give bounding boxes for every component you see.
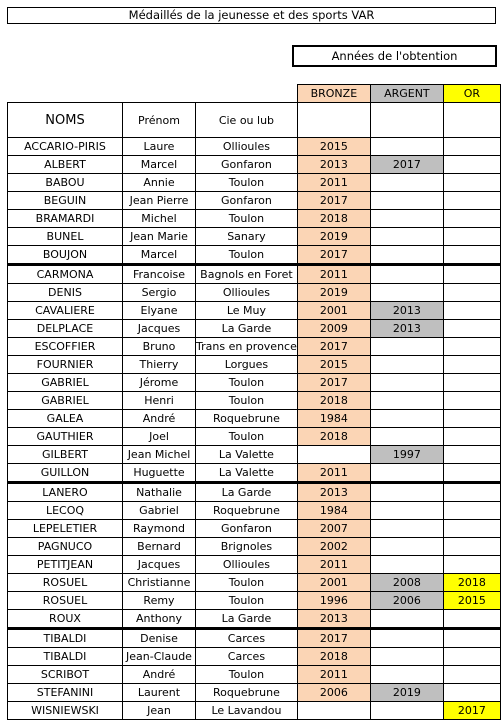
table-row <box>8 428 501 446</box>
cell-or <box>443 666 500 684</box>
cell-or <box>443 210 500 228</box>
header-noms: NOMS <box>8 103 123 138</box>
cell-or <box>443 228 500 246</box>
cell-or <box>443 520 500 538</box>
cell-nom: BRAMARDI <box>8 210 123 228</box>
cell-bronze: 2002 <box>297 538 370 556</box>
cell-or <box>443 246 500 265</box>
cell-bronze: 2017 <box>297 192 370 210</box>
cell-club: Sanary <box>196 228 298 246</box>
cell-prenom: Laure <box>123 138 196 156</box>
table-row <box>8 464 501 483</box>
cell-nom: LEPELETIER <box>8 520 123 538</box>
cell-club: Gonfaron <box>196 520 298 538</box>
cell-club: Roquebrune <box>196 684 298 702</box>
cell-nom: GILBERT <box>8 446 123 464</box>
header-prenom: Prénom <box>123 103 196 138</box>
table-row <box>8 666 501 684</box>
table-row <box>8 320 501 338</box>
cell-argent <box>370 629 443 648</box>
cell-prenom: Joel <box>123 428 196 446</box>
cell-argent <box>370 520 443 538</box>
cell-bronze: 2009 <box>297 320 370 338</box>
cell-prenom: Francoise <box>123 265 196 284</box>
cell-prenom: Huguette <box>123 464 196 483</box>
cell-nom: ESCOFFIER <box>8 338 123 356</box>
table-row <box>8 284 501 302</box>
cell-argent <box>370 338 443 356</box>
table-row <box>8 228 501 246</box>
cell-club: La Valette <box>196 446 298 464</box>
cell-nom: BEGUIN <box>8 192 123 210</box>
column-header-row <box>8 103 501 138</box>
cell-argent <box>370 648 443 666</box>
cell-prenom: Remy <box>123 592 196 610</box>
cell-bronze: 2001 <box>297 574 370 592</box>
cell-nom: CAVALIERE <box>8 302 123 320</box>
cell-or <box>443 302 500 320</box>
cell-club: Toulon <box>196 374 298 392</box>
cell-argent <box>370 428 443 446</box>
cell-club: Ollioules <box>196 556 298 574</box>
cell-or: 2018 <box>443 574 500 592</box>
cell-argent <box>370 246 443 265</box>
cell-argent <box>370 483 443 502</box>
medal-header-row <box>8 85 501 103</box>
table-row <box>8 520 501 538</box>
cell-bronze: 2017 <box>297 374 370 392</box>
cell-nom: GALEA <box>8 410 123 428</box>
table-row <box>8 446 501 464</box>
cell-prenom: Elyane <box>123 302 196 320</box>
cell-prenom: Laurent <box>123 684 196 702</box>
cell-or <box>443 410 500 428</box>
table-row <box>8 138 501 156</box>
cell-bronze: 2015 <box>297 138 370 156</box>
cell-club: Ollioules <box>196 138 298 156</box>
cell-bronze: 2013 <box>297 483 370 502</box>
cell-bronze: 2001 <box>297 302 370 320</box>
cell-nom: TIBALDI <box>8 648 123 666</box>
cell-prenom: André <box>123 666 196 684</box>
cell-club: Roquebrune <box>196 502 298 520</box>
cell-bronze: 2011 <box>297 464 370 483</box>
cell-nom: ACCARIO-PIRIS <box>8 138 123 156</box>
table-row <box>8 156 501 174</box>
cell-argent <box>370 356 443 374</box>
cell-argent <box>370 610 443 629</box>
cell-argent: 2006 <box>370 592 443 610</box>
cell-prenom: Jean Michel <box>123 446 196 464</box>
cell-nom: PETITJEAN <box>8 556 123 574</box>
cell-prenom: Gabriel <box>123 502 196 520</box>
cell-nom: CARMONA <box>8 265 123 284</box>
cell-club: Toulon <box>196 574 298 592</box>
table-row <box>8 538 501 556</box>
cell-club: Trans en provence <box>196 338 298 356</box>
table-row <box>8 483 501 502</box>
cell-prenom: Michel <box>123 210 196 228</box>
cell-club: Gonfaron <box>196 156 298 174</box>
cell-bronze: 2011 <box>297 265 370 284</box>
cell-nom: GABRIEL <box>8 392 123 410</box>
cell-club: Toulon <box>196 666 298 684</box>
table-row <box>8 210 501 228</box>
table-row <box>8 610 501 629</box>
page-title: Médaillés de la jeunesse et des sports VAR <box>7 7 496 24</box>
cell-nom: ROSUEL <box>8 574 123 592</box>
cell-argent <box>370 210 443 228</box>
cell-argent <box>370 192 443 210</box>
cell-nom: SCRIBOT <box>8 666 123 684</box>
cell-prenom: Anthony <box>123 610 196 629</box>
cell-argent <box>370 374 443 392</box>
cell-prenom: Nathalie <box>123 483 196 502</box>
cell-bronze: 2015 <box>297 356 370 374</box>
cell-or <box>443 338 500 356</box>
cell-argent: 2008 <box>370 574 443 592</box>
header-argent: ARGENT <box>370 85 443 103</box>
table-row <box>8 556 501 574</box>
medal-table <box>7 84 501 720</box>
header-or: OR <box>443 85 500 103</box>
cell-or <box>443 483 500 502</box>
cell-prenom: Christianne <box>123 574 196 592</box>
header-bronze: BRONZE <box>297 85 370 103</box>
cell-or <box>443 192 500 210</box>
cell-argent <box>370 502 443 520</box>
cell-or <box>443 428 500 446</box>
cell-argent: 2013 <box>370 302 443 320</box>
cell-or <box>443 356 500 374</box>
cell-bronze: 2018 <box>297 210 370 228</box>
cell-prenom: Jean Marie <box>123 228 196 246</box>
cell-nom: DELPLACE <box>8 320 123 338</box>
cell-bronze: 2011 <box>297 666 370 684</box>
cell-bronze: 1984 <box>297 410 370 428</box>
cell-club: La Garde <box>196 610 298 629</box>
cell-nom: STEFANINI <box>8 684 123 702</box>
cell-club: Carces <box>196 629 298 648</box>
cell-argent <box>370 410 443 428</box>
cell-club: La Garde <box>196 320 298 338</box>
cell-bronze: 1996 <box>297 592 370 610</box>
cell-nom: ROUX <box>8 610 123 629</box>
cell-argent: 2017 <box>370 156 443 174</box>
cell-or <box>443 446 500 464</box>
cell-prenom: Annie <box>123 174 196 192</box>
table-row <box>8 629 501 648</box>
cell-or <box>443 684 500 702</box>
cell-prenom: Jérome <box>123 374 196 392</box>
cell-prenom: Marcel <box>123 156 196 174</box>
cell-nom: FOURNIER <box>8 356 123 374</box>
cell-nom: LANERO <box>8 483 123 502</box>
cell-bronze: 2017 <box>297 338 370 356</box>
cell-nom: BOUJON <box>8 246 123 265</box>
cell-prenom: Raymond <box>123 520 196 538</box>
cell-nom: PAGNUCO <box>8 538 123 556</box>
cell-or <box>443 265 500 284</box>
cell-nom: ALBERT <box>8 156 123 174</box>
cell-bronze: 2006 <box>297 684 370 702</box>
cell-bronze: 2017 <box>297 629 370 648</box>
cell-argent <box>370 174 443 192</box>
cell-or <box>443 629 500 648</box>
cell-prenom: Thierry <box>123 356 196 374</box>
cell-nom: GAUTHIER <box>8 428 123 446</box>
cell-or <box>443 538 500 556</box>
cell-bronze: 2018 <box>297 392 370 410</box>
table-row <box>8 502 501 520</box>
cell-or <box>443 392 500 410</box>
cell-bronze: 2018 <box>297 648 370 666</box>
cell-prenom: Bernard <box>123 538 196 556</box>
table-row <box>8 374 501 392</box>
cell-nom: BUNEL <box>8 228 123 246</box>
cell-bronze: 2011 <box>297 174 370 192</box>
cell-nom: GABRIEL <box>8 374 123 392</box>
cell-argent <box>370 702 443 720</box>
table-row <box>8 392 501 410</box>
cell-bronze: 2017 <box>297 246 370 265</box>
cell-argent <box>370 538 443 556</box>
cell-club: Ollioules <box>196 284 298 302</box>
table-row <box>8 338 501 356</box>
cell-nom: GUILLON <box>8 464 123 483</box>
cell-prenom: Jean-Claude <box>123 648 196 666</box>
cell-or <box>443 174 500 192</box>
cell-club: Roquebrune <box>196 410 298 428</box>
cell-nom: TIBALDI <box>8 629 123 648</box>
cell-or <box>443 320 500 338</box>
cell-bronze: 1984 <box>297 502 370 520</box>
years-caption: Années de l'obtention <box>292 45 497 67</box>
cell-club: La Valette <box>196 464 298 483</box>
table-row <box>8 574 501 592</box>
cell-prenom: Denise <box>123 629 196 648</box>
cell-prenom: Jean <box>123 702 196 720</box>
cell-nom: BABOU <box>8 174 123 192</box>
table-row <box>8 702 501 720</box>
cell-bronze: 2019 <box>297 228 370 246</box>
cell-bronze: 2011 <box>297 556 370 574</box>
cell-or <box>443 284 500 302</box>
cell-bronze <box>297 446 370 464</box>
cell-or <box>443 556 500 574</box>
cell-argent <box>370 228 443 246</box>
cell-argent <box>370 392 443 410</box>
cell-club: Lorgues <box>196 356 298 374</box>
cell-club: La Garde <box>196 483 298 502</box>
table-row <box>8 192 501 210</box>
cell-club: Toulon <box>196 174 298 192</box>
cell-nom: DENIS <box>8 284 123 302</box>
cell-argent: 2013 <box>370 320 443 338</box>
cell-bronze: 2013 <box>297 610 370 629</box>
header-club: Cie ou lub <box>196 103 298 138</box>
cell-club: Toulon <box>196 592 298 610</box>
table-row <box>8 174 501 192</box>
cell-bronze: 2007 <box>297 520 370 538</box>
cell-argent: 2019 <box>370 684 443 702</box>
cell-club: Toulon <box>196 246 298 265</box>
cell-prenom: Jean Pierre <box>123 192 196 210</box>
cell-or <box>443 464 500 483</box>
cell-club: Toulon <box>196 392 298 410</box>
cell-prenom: Henri <box>123 392 196 410</box>
cell-argent <box>370 556 443 574</box>
table-row <box>8 246 501 265</box>
table-row <box>8 592 501 610</box>
cell-bronze: 2019 <box>297 284 370 302</box>
cell-or <box>443 156 500 174</box>
cell-or: 2017 <box>443 702 500 720</box>
cell-or <box>443 502 500 520</box>
cell-argent <box>370 138 443 156</box>
cell-prenom: Marcel <box>123 246 196 265</box>
cell-or <box>443 374 500 392</box>
cell-club: Bagnols en Foret <box>196 265 298 284</box>
cell-club: Toulon <box>196 210 298 228</box>
cell-club: Toulon <box>196 428 298 446</box>
cell-argent <box>370 284 443 302</box>
cell-club: Carces <box>196 648 298 666</box>
cell-nom: LECOQ <box>8 502 123 520</box>
table-row <box>8 302 501 320</box>
cell-prenom: Sergio <box>123 284 196 302</box>
cell-or <box>443 648 500 666</box>
cell-nom: ROSUEL <box>8 592 123 610</box>
cell-prenom: Jacques <box>123 320 196 338</box>
table-row <box>8 410 501 428</box>
cell-or <box>443 138 500 156</box>
cell-prenom: Bruno <box>123 338 196 356</box>
cell-club: Brignoles <box>196 538 298 556</box>
table-row <box>8 356 501 374</box>
cell-bronze <box>297 702 370 720</box>
cell-argent <box>370 265 443 284</box>
cell-argent <box>370 666 443 684</box>
cell-bronze: 2018 <box>297 428 370 446</box>
cell-argent: 1997 <box>370 446 443 464</box>
cell-prenom: Jacques <box>123 556 196 574</box>
cell-or: 2015 <box>443 592 500 610</box>
table-row <box>8 648 501 666</box>
cell-prenom: André <box>123 410 196 428</box>
table-row <box>8 265 501 284</box>
cell-argent <box>370 464 443 483</box>
cell-or <box>443 610 500 629</box>
cell-bronze: 2013 <box>297 156 370 174</box>
table-row <box>8 684 501 702</box>
cell-nom: WISNIEWSKI <box>8 702 123 720</box>
cell-club: Le Lavandou <box>196 702 298 720</box>
cell-club: Gonfaron <box>196 192 298 210</box>
cell-club: Le Muy <box>196 302 298 320</box>
